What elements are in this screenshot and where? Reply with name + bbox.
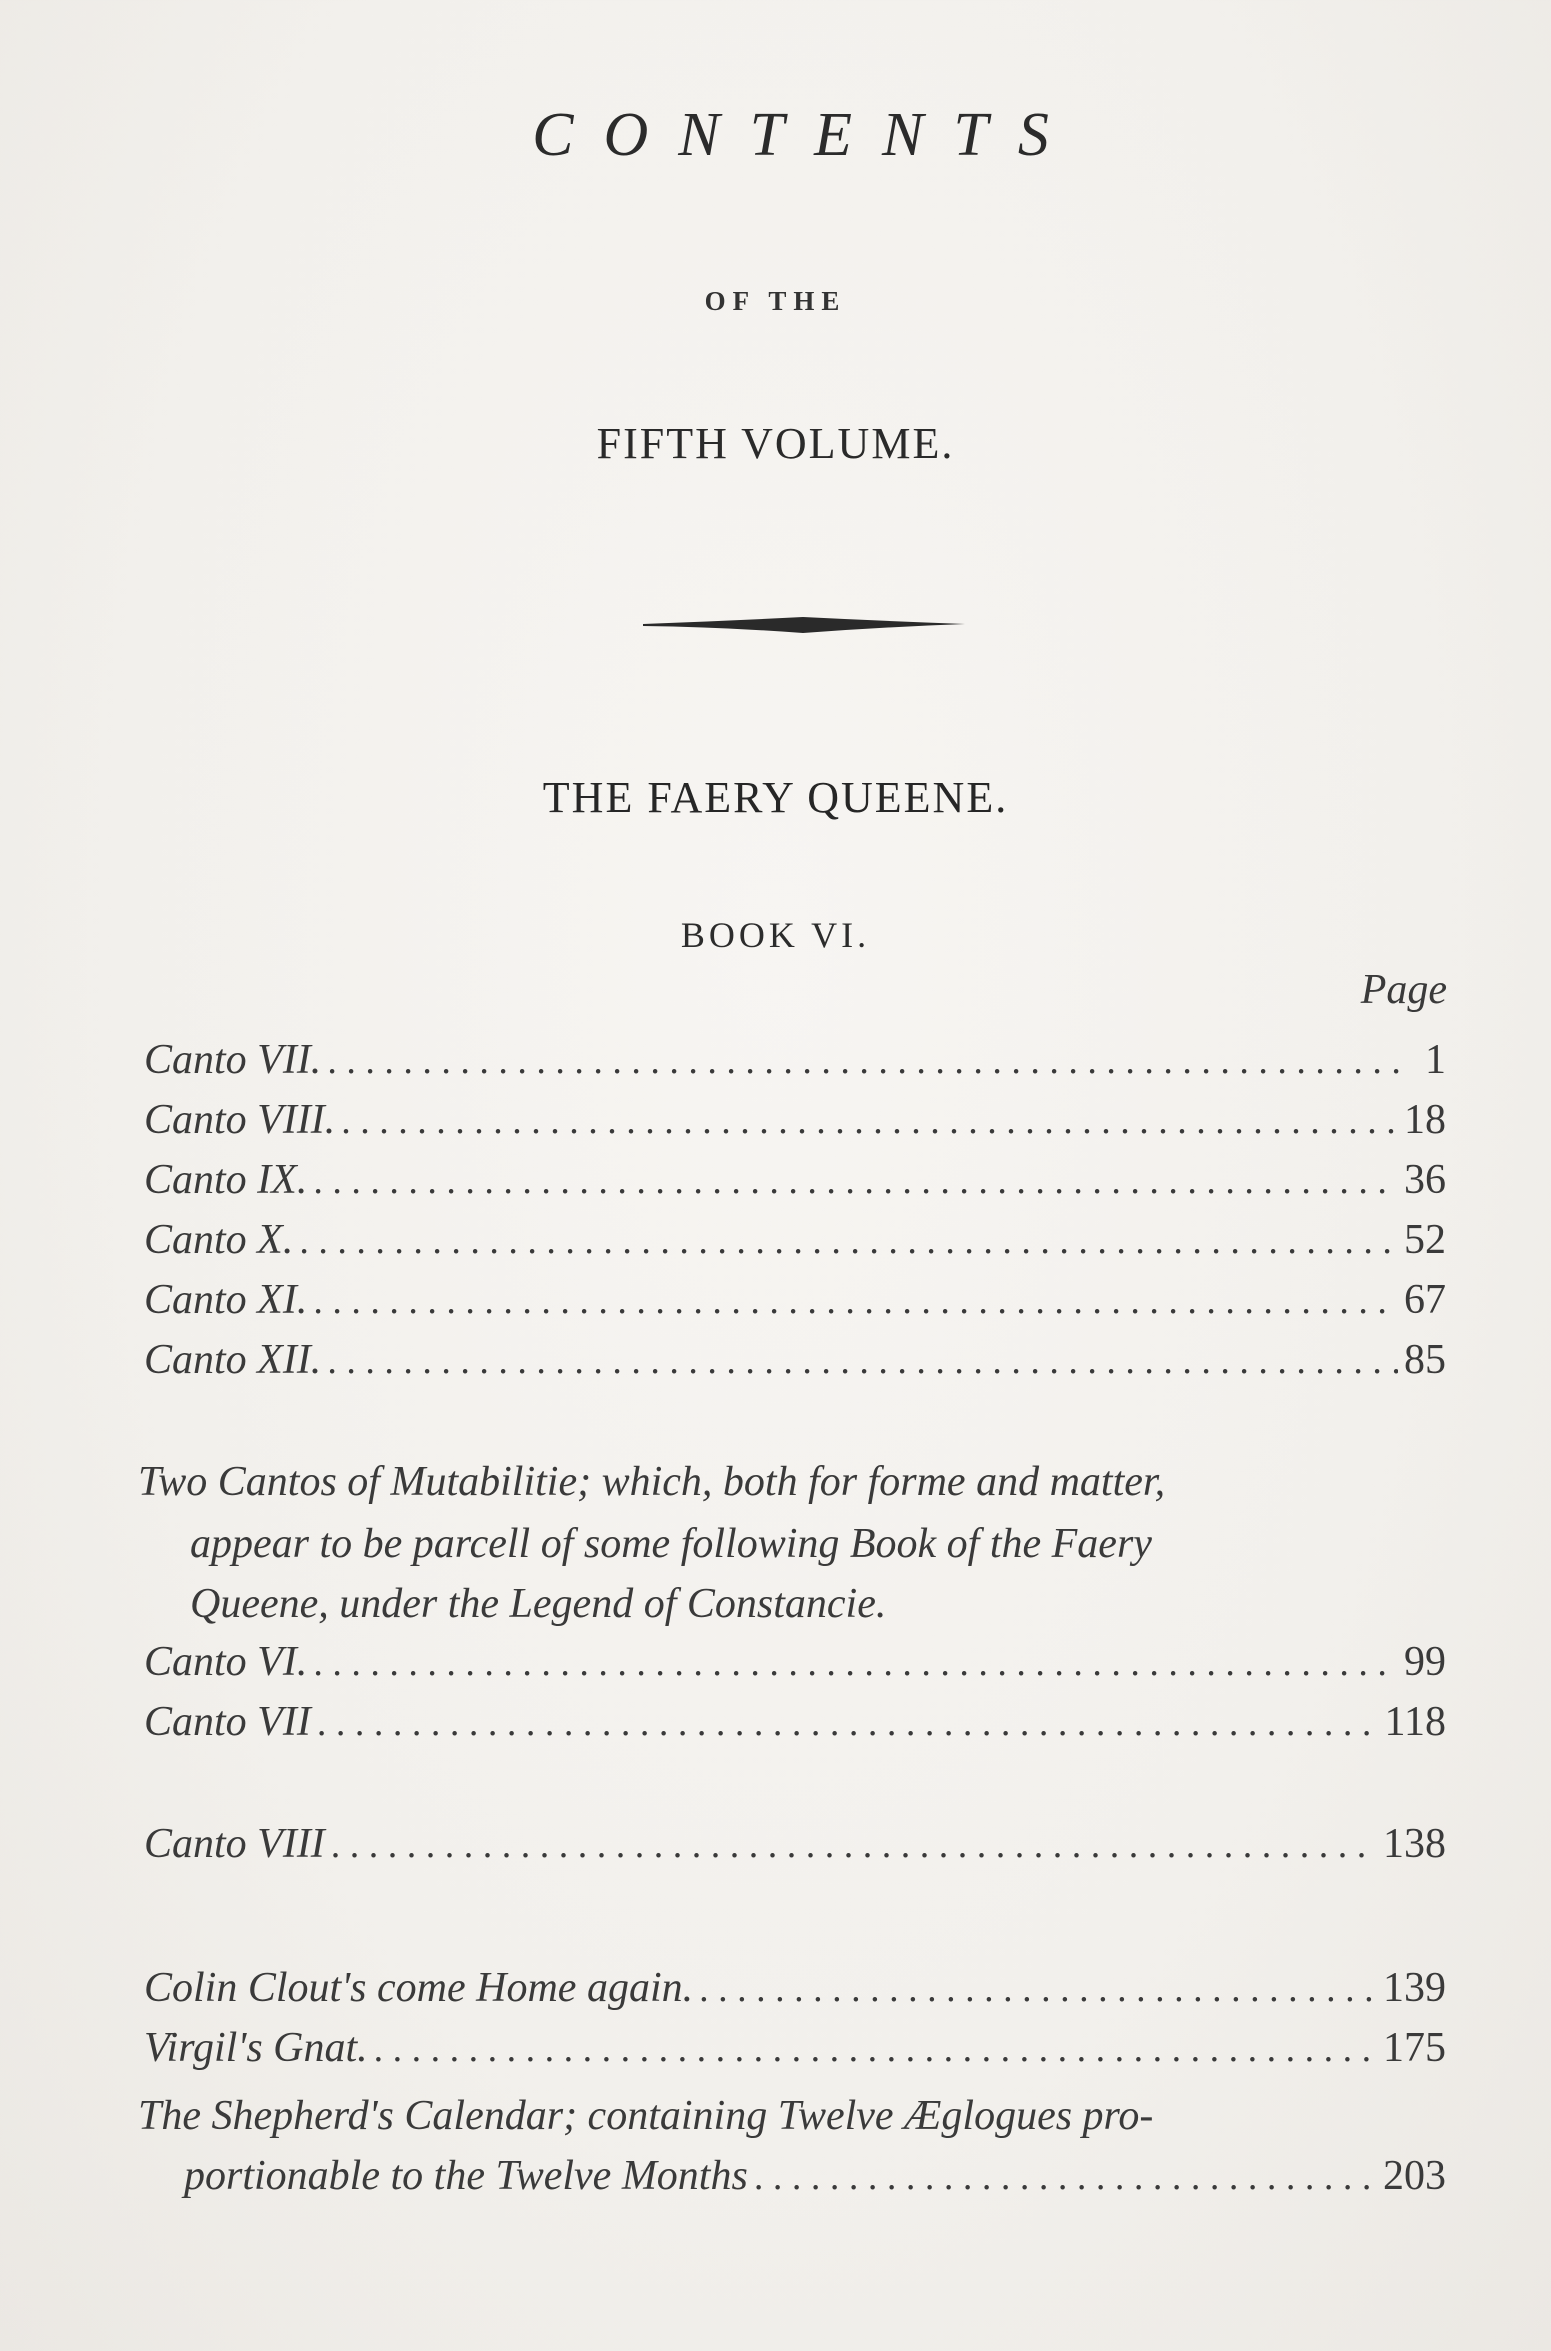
toc-entry-label: Canto IX. [144,1157,308,1203]
toc-entry-page: 99 [1404,1639,1446,1685]
toc-entry [144,2022,1446,2075]
dot-leader [299,1215,1398,1267]
toc-entry-page: 203 [1383,2153,1446,2199]
mutabilitie-line-1: Two Cantos of Mutabilitie; which, both for forme and matter, [138,1459,1166,1505]
toc-entry-label: Canto XII. [144,1337,322,1383]
mutabilitie-line-2: appear to be parcell of some following Book of the Faery [190,1521,1152,1567]
toc-entry-label: Canto VIII [144,1821,325,1867]
toc-entry-page: 175 [1383,2025,1446,2071]
toc-entry-page: 67 [1404,1277,1446,1323]
toc-entry-label: Canto VII. [144,1037,322,1083]
toc-entry [144,1274,1446,1327]
dot-leader [313,1275,1398,1327]
toc-entry-page: 36 [1404,1157,1446,1203]
work-title: THE FAERY QUEENE. [542,773,1009,822]
toc-entry-page: 118 [1384,1699,1446,1745]
toc-entry [144,1034,1446,1087]
toc-entry [144,1154,1446,1207]
toc-entry [144,1214,1446,1267]
toc-entry-label: Canto X. [144,1217,294,1263]
toc-entry [144,1094,1446,1147]
toc-entry [184,2150,1446,2203]
toc-entry-label: Colin Clout's come Home again. [144,1965,694,2011]
toc-entry-page: 52 [1404,1217,1446,1263]
toc-entry-label: Canto VIII. [144,1097,336,1143]
toc-entry-label: Canto XI. [144,1277,308,1323]
dot-leader [317,1697,1379,1749]
page-column-label: Page [1360,967,1447,1013]
dot-leader [327,1035,1400,1087]
decorative-rule [643,613,965,637]
dot-leader [331,1819,1377,1871]
toc-entry-label: portionable to the Twelve Months [184,2153,748,2199]
toc-entry-page: 18 [1404,1097,1446,1143]
toc-entry-label: Virgil's Gnat. [144,2025,368,2071]
shepherds-line-1: The Shepherd's Calendar; containing Twelve Æglogues pro- [138,2093,1154,2139]
dot-leader [313,1155,1398,1207]
toc-entry [144,1962,1446,2015]
toc-entry-label: Canto VII [144,1699,311,1745]
of-the-subtitle: OF THE [704,286,847,316]
volume-heading: FIFTH VOLUME. [596,419,955,468]
toc-entry-page: 138 [1383,1821,1446,1867]
toc-entry-page: 1 [1425,1037,1446,1083]
toc-entry [144,1636,1446,1689]
toc-entry [144,1696,1446,1749]
dot-leader [374,2023,1377,2075]
toc-entry [144,1818,1446,1871]
dot-leader [313,1637,1398,1689]
toc-entry-page: 85 [1404,1337,1446,1383]
dot-leader [341,1095,1398,1147]
dot-leader [327,1335,1398,1387]
mutabilitie-line-3: Queene, under the Legend of Constancie. [190,1581,887,1627]
dot-leader [699,1963,1377,2015]
toc-entry-label: Canto VI. [144,1639,308,1685]
toc-entry-page: 139 [1383,1965,1446,2011]
contents-title: CONTENTS [532,101,1079,169]
book-heading: BOOK VI. [680,915,871,955]
dot-leader [754,2151,1377,2203]
toc-entry [144,1334,1446,1387]
